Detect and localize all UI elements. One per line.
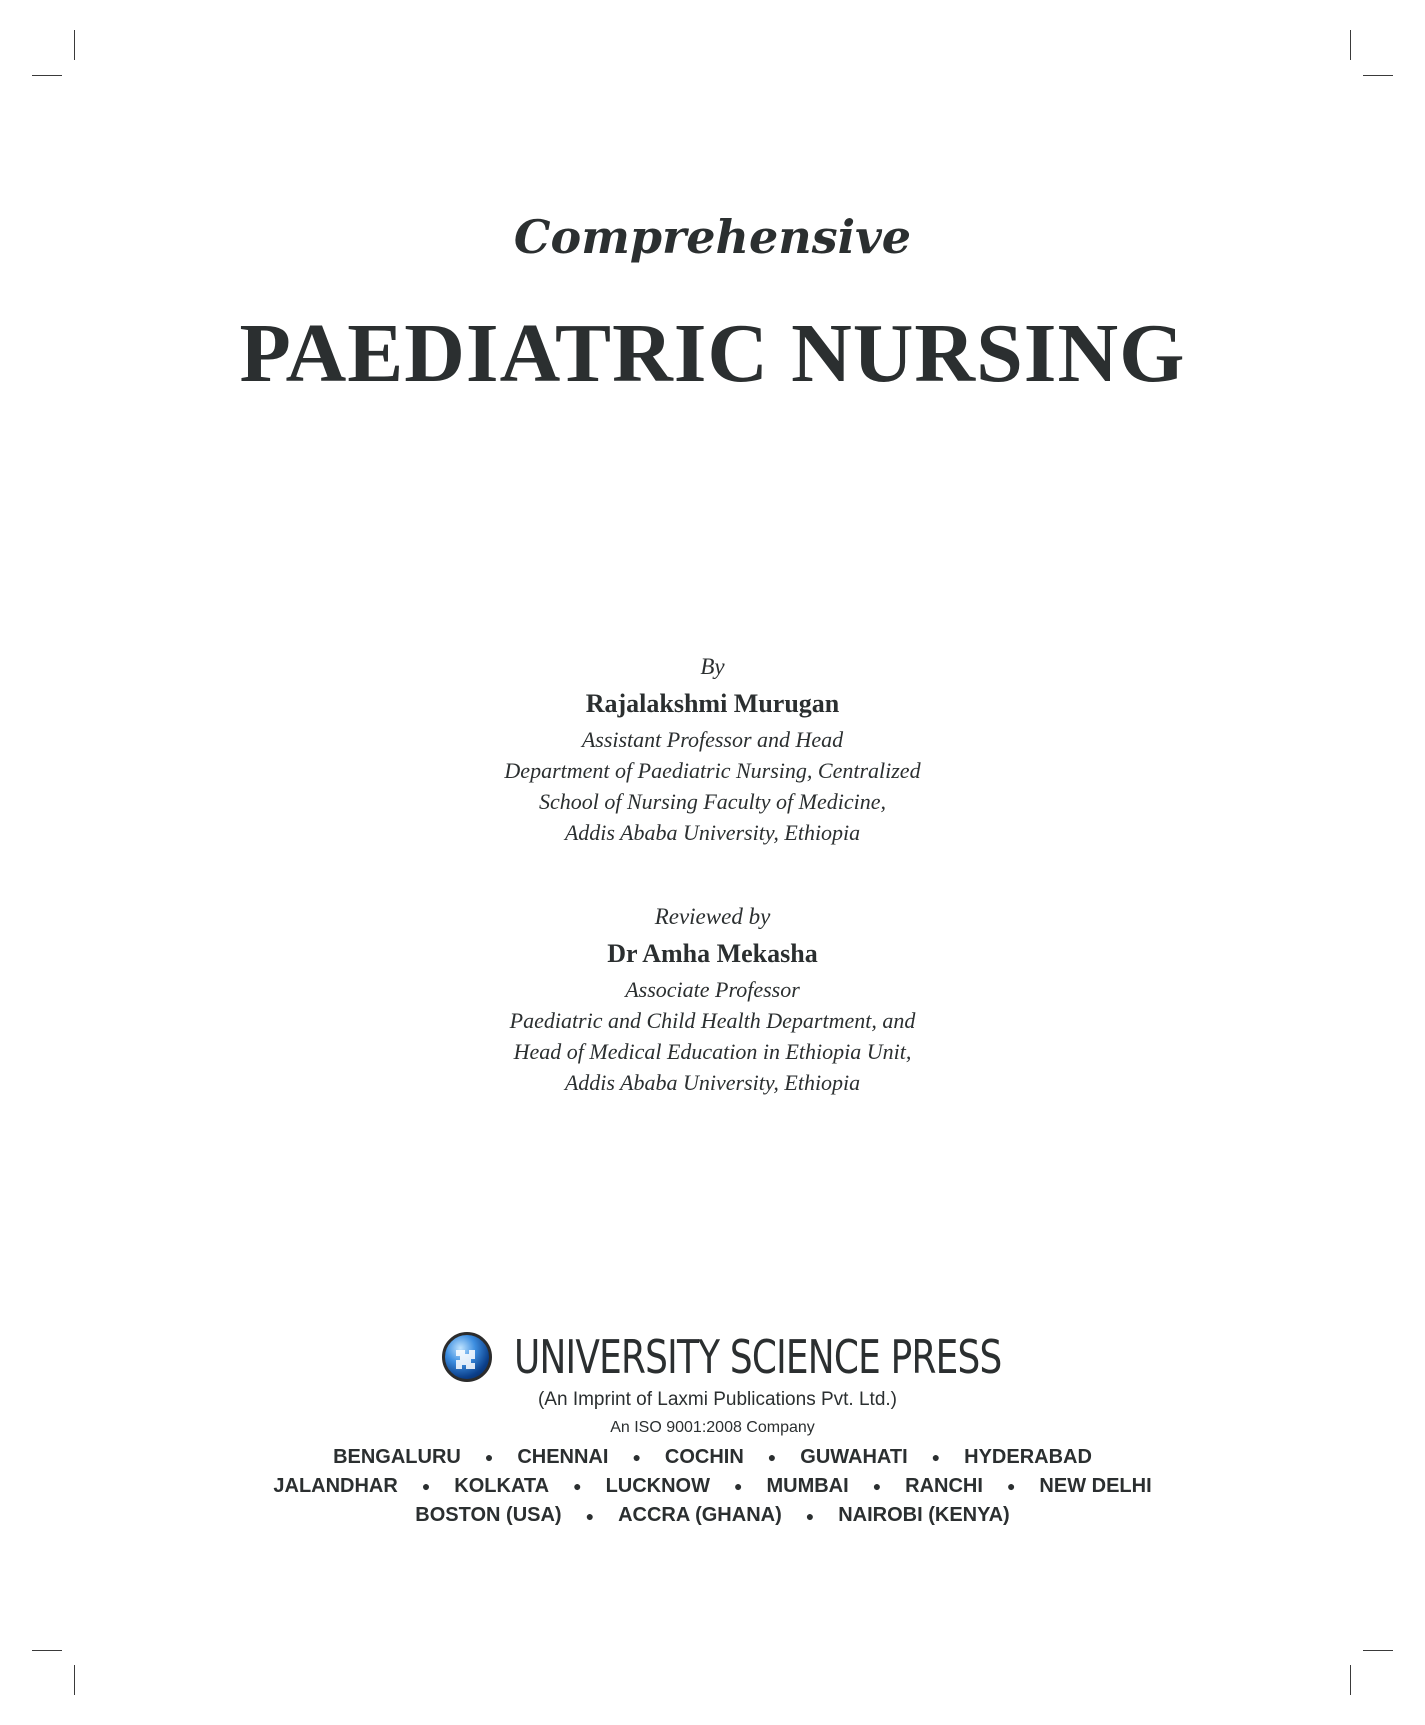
crop-mark — [1363, 1650, 1393, 1651]
city-name: RANCHI — [905, 1475, 983, 1498]
bullet-separator: ● — [734, 1478, 743, 1495]
publisher-imprint: (An Imprint of Laxmi Publications Pvt. Ltd.) — [537, 1389, 898, 1410]
publisher-logo-row — [442, 1330, 1002, 1384]
crop-mark — [32, 1650, 62, 1651]
author-affiliation-line: Addis Ababa University, Ethiopia — [564, 820, 861, 845]
city-name: CHENNAI — [517, 1446, 609, 1468]
bullet-separator: ● — [872, 1478, 882, 1495]
city-row — [0, 1443, 1425, 1472]
reviewer-name: Dr Amha Mekasha — [607, 939, 818, 968]
reviewed-by-label: Reviewed by — [654, 904, 771, 929]
iso-certification: An ISO 9001:2008 Company — [610, 1419, 815, 1436]
city-name: GUWAHATI — [800, 1446, 908, 1468]
city-row — [0, 1472, 1425, 1501]
author-block — [0, 650, 1425, 848]
bullet-separator: ● — [1006, 1478, 1016, 1495]
author-affiliation-line: School of Nursing Faculty of Medicine, — [538, 789, 887, 814]
crop-mark — [74, 30, 75, 60]
reviewer-block — [0, 900, 1425, 1098]
city-name: COCHIN — [664, 1446, 744, 1468]
city-name: JALANDHAR — [273, 1475, 398, 1498]
city-name: NAIROBI (KENYA) — [838, 1504, 1010, 1527]
publisher-name: UNIVERSITY SCIENCE PRESS — [513, 1330, 1002, 1384]
city-name: MUMBAI — [766, 1475, 849, 1498]
city-name: LUCKNOW — [605, 1475, 710, 1498]
bullet-separator: ● — [421, 1478, 431, 1495]
city-name: HYDERABAD — [964, 1446, 1092, 1468]
reviewer-affiliation-line: Paediatric and Child Health Department, and — [509, 1008, 916, 1033]
bullet-separator: ● — [573, 1478, 582, 1495]
bullet-separator: ● — [931, 1449, 941, 1466]
author-affiliation-line: Department of Paediatric Nursing, Centralized — [504, 758, 921, 783]
author-affiliation-line: Assistant Professor and Head — [581, 727, 844, 752]
city-row — [0, 1501, 1425, 1530]
crop-mark — [32, 75, 62, 76]
crop-mark — [1363, 75, 1393, 76]
bullet-separator: ● — [767, 1449, 777, 1466]
by-label: By — [700, 654, 725, 679]
city-name: NEW DELHI — [1039, 1475, 1152, 1498]
publisher-block — [0, 1330, 1425, 1531]
crop-mark — [74, 1665, 75, 1695]
reviewer-affiliation-line: Associate Professor — [625, 977, 800, 1002]
author-name: Rajalakshmi Murugan — [585, 689, 840, 718]
crop-mark — [1350, 30, 1351, 60]
globe-logo-icon — [442, 1332, 492, 1382]
reviewer-affiliation-line: Head of Medical Education in Ethiopia Unit, — [513, 1039, 912, 1064]
city-name: ACCRA (GHANA) — [618, 1504, 782, 1527]
city-name: BENGALURU — [333, 1446, 461, 1468]
bullet-separator: ● — [484, 1449, 494, 1466]
reviewer-affiliation-line: Addis Ababa University, Ethiopia — [564, 1070, 861, 1095]
crop-mark — [1350, 1665, 1351, 1695]
book-subtitle: Comprehensive — [513, 210, 912, 264]
city-name: KOLKATA — [454, 1475, 550, 1498]
bullet-separator: ● — [632, 1449, 641, 1466]
bullet-separator: ● — [805, 1507, 815, 1524]
bullet-separator: ● — [585, 1507, 595, 1524]
book-title: PAEDIATRIC NURSING — [239, 307, 1186, 400]
city-list — [0, 1443, 1425, 1531]
city-name: BOSTON (USA) — [415, 1504, 562, 1527]
